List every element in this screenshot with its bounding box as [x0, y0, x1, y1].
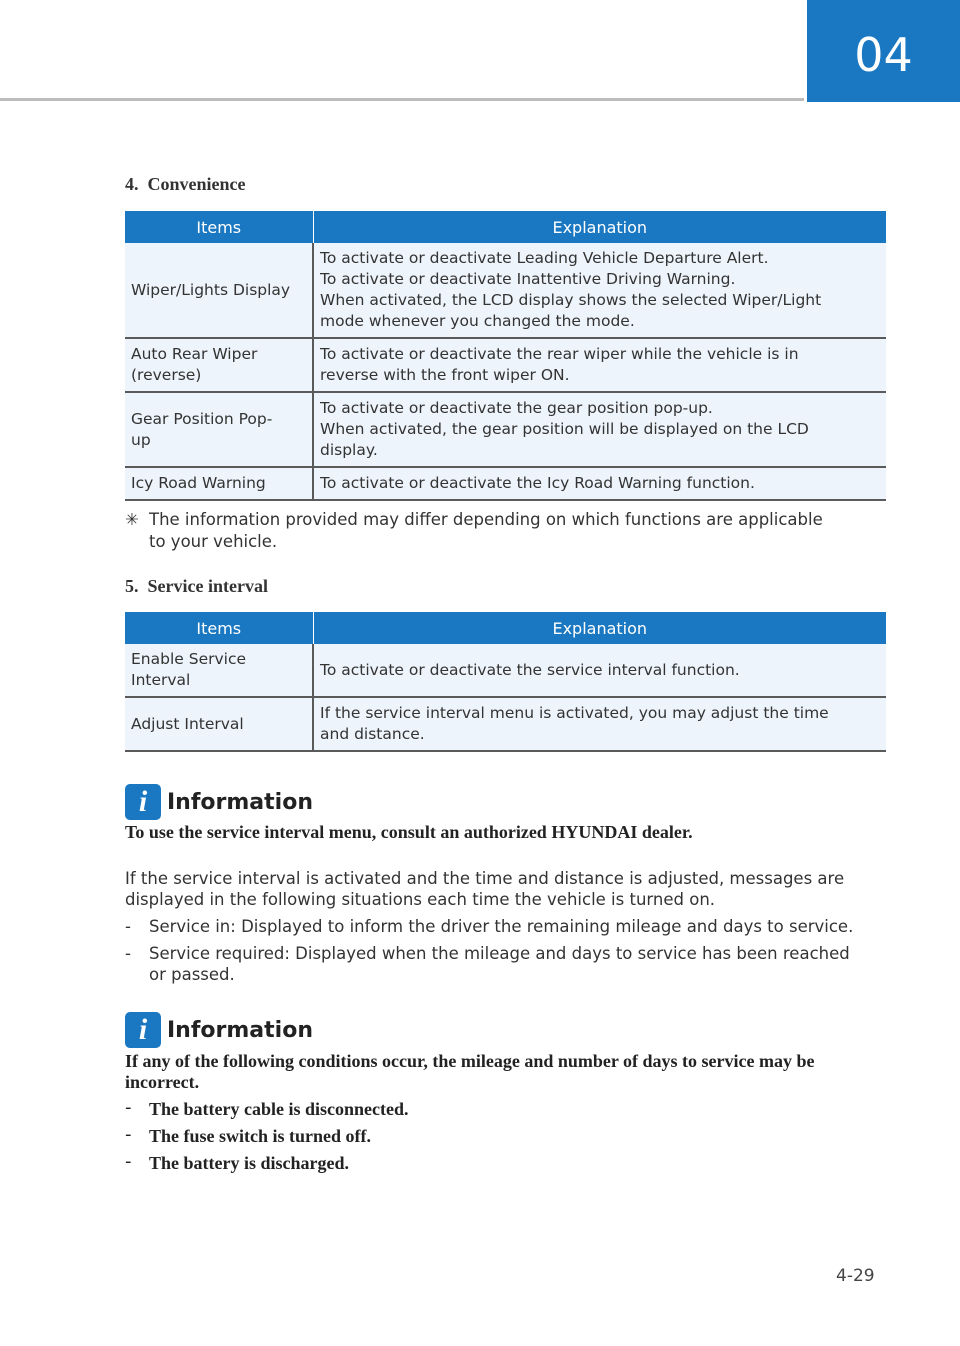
dash-marker: -: [125, 1151, 132, 1172]
list-item: [125, 1126, 887, 1147]
list-text: The battery is discharged.: [149, 1153, 349, 1173]
service-interval-table: [125, 612, 886, 752]
table-cell-explanation: [313, 338, 886, 392]
cell-text: To activate or deactivate the gear position pop-up.: [320, 399, 713, 417]
section-heading-service-interval: [125, 576, 268, 597]
header-explanation: Explanation: [313, 211, 886, 243]
information-icon: i: [125, 1012, 161, 1048]
table-cell-item: [125, 392, 313, 467]
cell-text: Auto Rear Wiper: [131, 345, 258, 363]
cell-text: (reverse): [131, 366, 202, 384]
table-cell-item: [125, 243, 313, 338]
applicability-note: [125, 509, 885, 553]
cell-text: To activate or deactivate Leading Vehicle Departure Alert.: [320, 249, 769, 267]
cell-text: Icy Road Warning: [131, 474, 266, 492]
cell-text: When activated, the gear position will be displayed on the LCD: [320, 420, 809, 438]
cell-text: To activate or deactivate the service interval function.: [320, 660, 740, 679]
information-heading: [125, 784, 313, 820]
dash-marker: -: [125, 917, 131, 936]
table-cell-explanation: [313, 243, 886, 338]
asterisk-icon: ✳: [125, 510, 139, 529]
cell-text: When activated, the LCD display shows the selected Wiper/Light: [320, 291, 822, 309]
table-row: [125, 644, 886, 697]
section-title: Convenience: [147, 174, 246, 194]
cell-text: reverse with the front wiper ON.: [320, 366, 570, 384]
table-cell-item: [125, 338, 313, 392]
list-text: Service required: Displayed when the mileage and days to service has been reached: [149, 944, 850, 963]
list-text: The fuse switch is turned off.: [149, 1126, 372, 1146]
bold-line: incorrect.: [125, 1072, 200, 1092]
table-row: [125, 243, 886, 338]
bold-line: If any of the following conditions occur, the mileage and number of days to service may be: [125, 1051, 815, 1071]
table-cell-item: [125, 644, 313, 697]
list-item: [125, 916, 887, 937]
note-text: The information provided may differ depending on which functions are applicable: [149, 510, 823, 529]
list-item: [125, 1099, 887, 1120]
table-cell-explanation: [313, 644, 886, 697]
table-row: [125, 338, 886, 392]
cell-text: display.: [320, 441, 378, 459]
header-items: Items: [125, 211, 313, 243]
table-cell-item: [125, 467, 313, 500]
cell-text: To activate or deactivate Inattentive Driving Warning.: [320, 270, 736, 288]
table-cell-explanation: [313, 697, 886, 751]
cell-text: Adjust Interval: [131, 714, 244, 733]
section-number: 4.: [125, 174, 139, 194]
cell-text: mode whenever you changed the mode.: [320, 312, 635, 330]
service-interval-body: [125, 868, 887, 910]
table-row: [125, 697, 886, 751]
information-title: Information: [167, 789, 313, 815]
list-text: or passed.: [149, 965, 235, 984]
header-items: Items: [125, 612, 313, 644]
information-bold-text: To use the service interval menu, consult an authorized HYUNDAI dealer.: [125, 822, 693, 842]
information-title: Information: [167, 1017, 313, 1043]
dash-marker: -: [125, 1097, 132, 1118]
cell-text: If the service interval menu is activated, you may adjust the time: [320, 704, 829, 722]
section-title: Service interval: [147, 576, 268, 596]
table-row: [125, 467, 886, 500]
list-item: [125, 943, 887, 985]
table-header-row: [125, 211, 886, 243]
list-text: Service in: Displayed to inform the driver the remaining mileage and days to service.: [149, 917, 854, 936]
cell-text: Gear Position Pop-: [131, 409, 273, 428]
header-explanation: Explanation: [313, 612, 886, 644]
information-heading: [125, 1012, 313, 1048]
chapter-tab: [807, 0, 960, 102]
header-rule: [0, 98, 804, 101]
section-heading-convenience: [125, 174, 246, 195]
dash-marker: -: [125, 1124, 132, 1145]
table-cell-explanation: [313, 392, 886, 467]
table-cell-item: [125, 697, 313, 751]
information-bold-text: [125, 1051, 887, 1093]
information-icon: i: [125, 784, 161, 820]
dash-marker: -: [125, 944, 131, 963]
cell-text: To activate or deactivate the Icy Road Warning function.: [320, 474, 755, 492]
table-row: [125, 392, 886, 467]
table-cell-explanation: [313, 467, 886, 500]
list-item: [125, 1153, 887, 1174]
page-number: 4-29: [836, 1266, 875, 1286]
table-header-row: [125, 612, 886, 644]
section-number: 5.: [125, 576, 139, 596]
cell-text: Enable Service: [131, 650, 247, 668]
cell-text: and distance.: [320, 725, 425, 743]
list-text: The battery cable is disconnected.: [149, 1099, 409, 1119]
chapter-number: 04: [854, 28, 913, 82]
cell-text: Interval: [131, 671, 191, 689]
body-line: displayed in the following situations each time the vehicle is turned on.: [125, 890, 716, 909]
note-text: to your vehicle.: [149, 532, 278, 551]
cell-text: Wiper/Lights Display: [131, 280, 291, 299]
cell-text: To activate or deactivate the rear wiper while the vehicle is in: [320, 345, 799, 363]
convenience-table: [125, 211, 886, 501]
body-line: If the service interval is activated and the time and distance is adjusted, messages are: [125, 869, 845, 888]
cell-text: up: [131, 430, 151, 449]
